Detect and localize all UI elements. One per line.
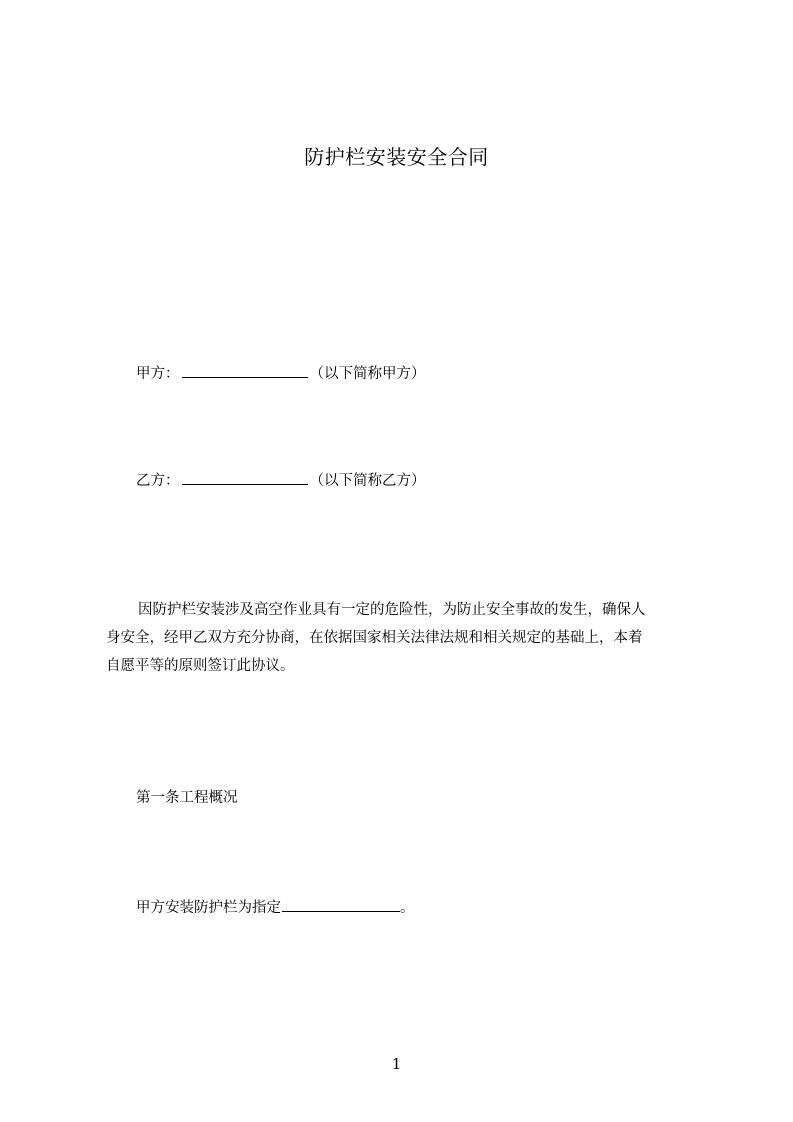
page-number: 1: [391, 1055, 402, 1073]
preamble-line: 身安全，经甲乙双方充分协商，在依据国家相关法律法规和相关规定的基础上，本着: [106, 630, 643, 646]
party-b-blank: [182, 469, 308, 485]
document-title: 防护栏安装安全合同: [304, 145, 489, 169]
preamble-line: 自愿平等的原则签订此协议。: [106, 658, 295, 674]
party-b-line: [136, 469, 426, 491]
article-1-heading: 第一条工程概况: [136, 790, 238, 806]
party-b-label: 乙方：: [136, 473, 180, 489]
party-a-label: 甲方：: [136, 366, 180, 382]
party-a-blank: [182, 362, 308, 378]
article-1-site-prefix: 甲方安装防护栏为指定: [136, 900, 281, 916]
party-b-suffix: （以下简称乙方）: [309, 473, 426, 489]
site-blank: [282, 896, 400, 912]
party-a-line: [136, 362, 426, 384]
preamble-paragraph: [106, 596, 706, 680]
preamble-line: 因防护栏安装涉及高空作业具有一定的危险性，为防止安全事故的发生，确保人: [138, 602, 646, 618]
article-1-site-line: [136, 896, 415, 918]
party-a-suffix: （以下简称甲方）: [309, 366, 426, 382]
article-1-site-suffix: 。: [400, 900, 415, 916]
